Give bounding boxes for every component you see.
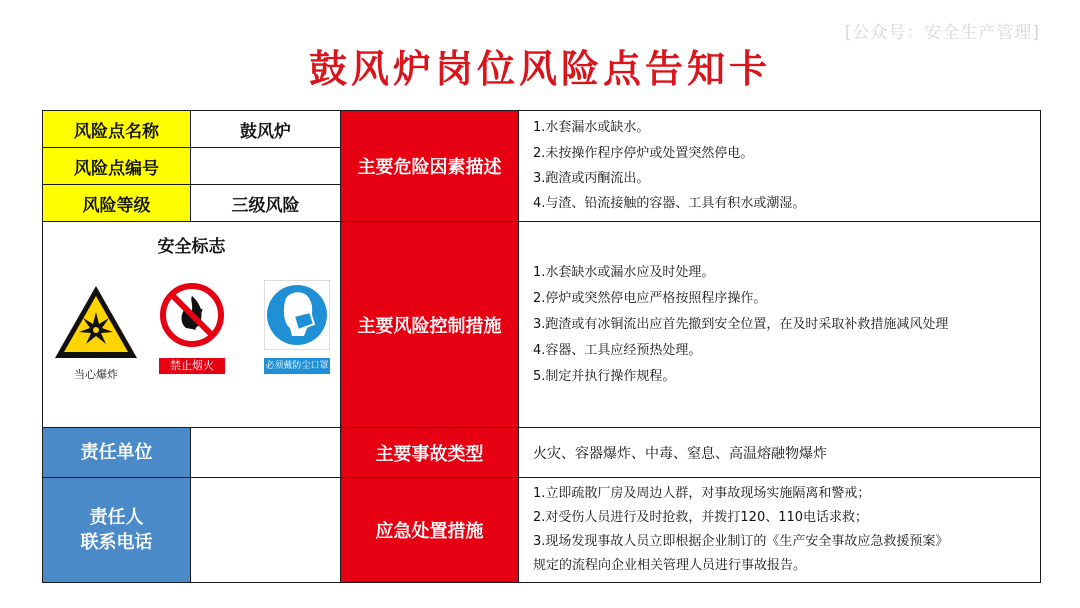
page-title: 鼓风炉岗位风险点告知卡 <box>308 47 771 91</box>
hazard-item: 3.跑渣或丙酮流出。 <box>533 171 650 186</box>
explosion-warning-icon <box>53 284 139 360</box>
no-fire-icon <box>159 282 225 348</box>
hazard-item: 4.与渣、铅流接触的容器、工具有积水或潮湿。 <box>533 196 806 212</box>
contact-label-line2: 联系电话 <box>80 532 153 554</box>
control-item: 3.跑渣或有冰铜流出应首先撤到安全位置，在及时采取补救措施减风处理 <box>533 316 949 332</box>
risk-level-label: 风险等级 <box>43 185 191 222</box>
risk-name-label: 风险点名称 <box>43 111 191 148</box>
watermark: [公众号：安全生产管理] <box>844 23 1040 43</box>
emergency-item: 规定的流程向企业相关管理人员进行事故报告。 <box>533 558 807 574</box>
explosion-warning-caption: 当心爆炸 <box>74 368 118 381</box>
risk-code-value <box>191 148 341 185</box>
emergency-label: 应急处置措施 <box>341 478 519 583</box>
emergency-item: 2.对受伤人员进行及时抢救，并拨打120、110电话求救； <box>533 510 869 526</box>
emergency-item: 3.现场发现事故人员立即根据企业制订的《生产安全事故应急救援预案》 <box>533 534 949 550</box>
hazard-item: 1.水套漏水或缺水。 <box>533 120 650 136</box>
hazards-label: 主要危险因素描述 <box>341 111 519 222</box>
controls-list <box>519 222 1041 428</box>
control-item: 4.容器、工具应经预热处理。 <box>533 342 702 358</box>
contact-label-line1: 责任人 <box>89 506 144 528</box>
control-item: 5.制定并执行操作规程。 <box>533 368 676 384</box>
hazards-list <box>519 111 1041 222</box>
control-item: 1.水套缺水或漏水应及时处理。 <box>533 264 715 280</box>
hazard-item: 2.未按操作程序停炉或处置突然停电。 <box>533 145 754 161</box>
responsible-unit-value <box>191 428 341 478</box>
risk-level-value: 三级风险 <box>191 185 341 222</box>
emergency-list <box>519 478 1041 583</box>
accidents-value: 火灾、容器爆炸、中毒、窒息、高温熔融物爆炸 <box>519 428 1041 478</box>
dust-mask-icon <box>264 280 330 350</box>
dust-mask-caption: 必须戴防尘口罩 <box>264 358 330 374</box>
contact-label <box>43 478 191 583</box>
emergency-item: 1.立即疏散厂房及周边人群，对事故现场实施隔离和警戒； <box>533 486 871 501</box>
controls-label: 主要风险控制措施 <box>341 222 519 428</box>
accidents-label: 主要事故类型 <box>341 428 519 478</box>
contact-value <box>191 478 341 583</box>
risk-code-label: 风险点编号 <box>43 148 191 185</box>
safety-signs-row <box>51 280 331 380</box>
responsible-unit-label: 责任单位 <box>43 428 191 478</box>
risk-name-value: 鼓风炉 <box>191 111 341 148</box>
control-item: 2.停炉或突然停电应严格按照程序操作。 <box>533 290 767 306</box>
safety-signs-panel <box>43 222 341 428</box>
safety-signs-title: 安全标志 <box>157 237 226 257</box>
no-fire-caption: 禁止烟火 <box>159 358 225 374</box>
risk-card-table <box>42 110 1041 583</box>
